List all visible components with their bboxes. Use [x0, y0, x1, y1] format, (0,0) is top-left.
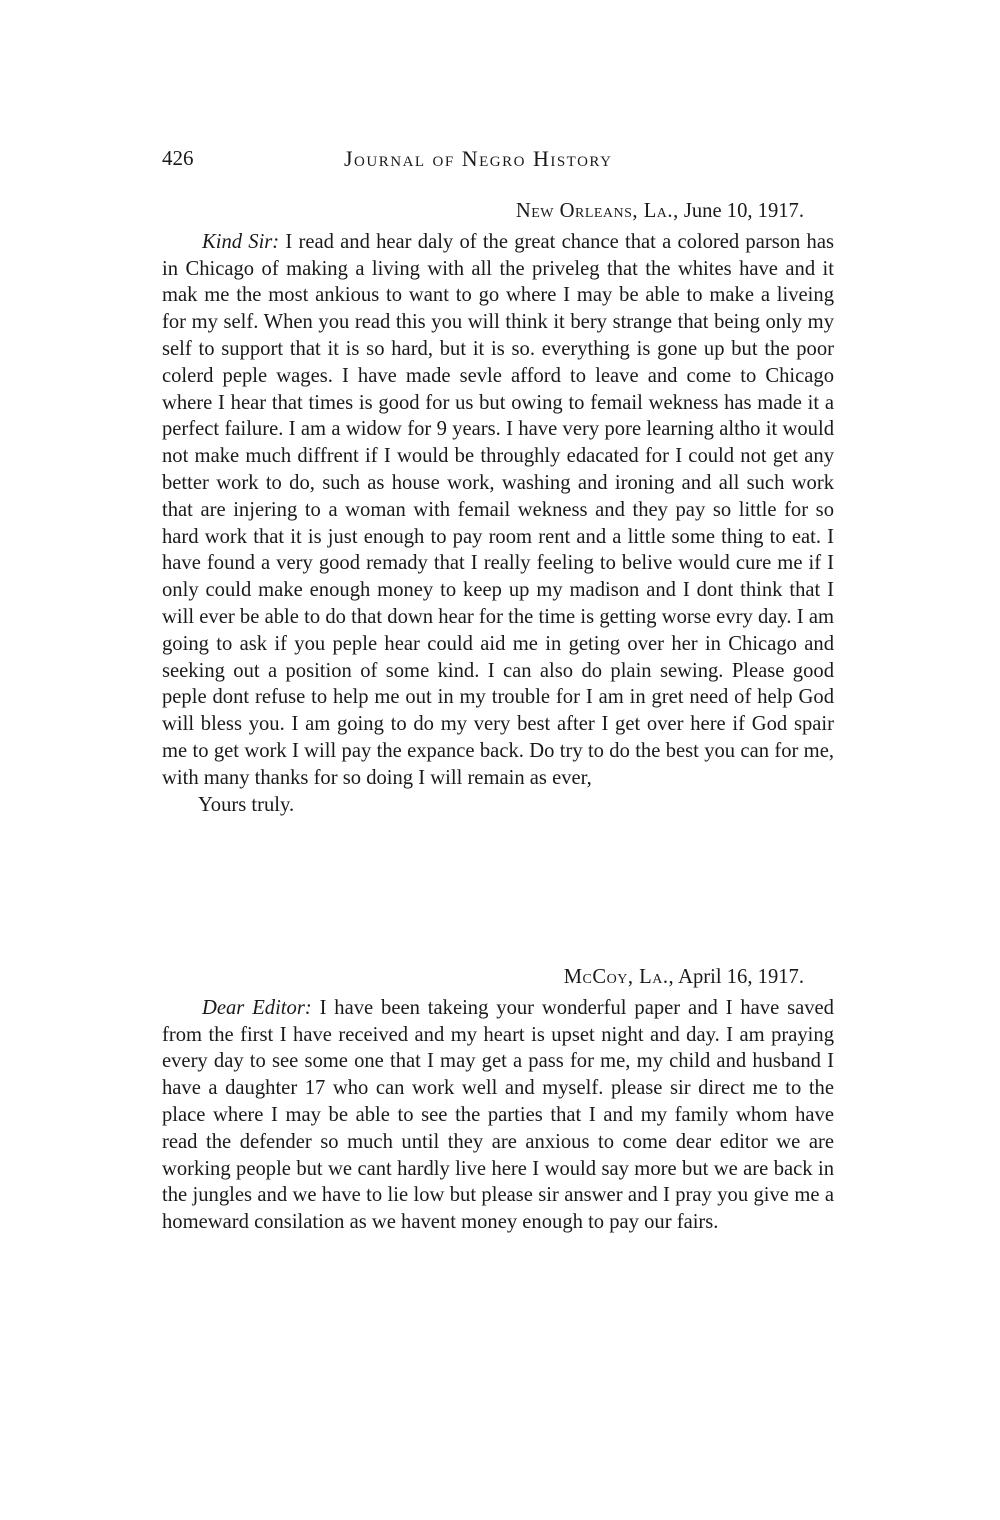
- letter-new-orleans: [162, 198, 834, 818]
- running-head: [162, 146, 834, 176]
- letter-body: I read and hear daly of the great chance that a colored parson has in Chicago of making a living with all the priveleg that the whites have and it mak me the most ankious to want to go where I may be able to make a liveing for my self. When you read this you will think it bery strange that being only my self to support that it is so hard, but it is so. everything is gone up but the poor colerd peple wages. I have made sevle afford to leave and come to Chicago where I hear that times is good for us but owing to femail wekness has made it a perfect failure. I am a widow for 9 years. I have very pore learning altho it would not make much diffrent if I would be throughly edacated for I could not get any better work to do, such as house work, washing and ironing and all such work that are injering to a woman with femail wekness and they pay so little for so hard work that it is just enough to pay room rent and a little some thing to eat. I have found a very good remady that I really feeling to belive would cure me if I only could make enough money to keep up my madison and I dont think that I will ever be able to do that down hear for the time is getting worse evry day. I am going to ask if you peple hear could aid me in geting over her in Chicago and seeking out a position of some kind. I can also do plain sewing. Please good peple dont refuse to help me out in my trouble for I am in gret need of help God will bless you. I am going to do my very best after I get over here if God spair me to get work I will pay the expance back. Do try to do the best you can for me, with many thanks for so doing I will remain as ever,: [162, 230, 834, 789]
- journal-title: Journal of Negro History: [344, 146, 613, 171]
- letter-mccoy: [162, 964, 834, 1236]
- letter-closing: Yours truly.: [198, 793, 295, 816]
- page-number: 426: [162, 146, 194, 170]
- letter-date: June 10, 1917.: [683, 200, 804, 222]
- letter-date: April 16, 1917.: [678, 966, 804, 988]
- letter-body-paragraph: [162, 995, 834, 1236]
- letter-salutation: Dear Editor:: [202, 996, 312, 1019]
- letter-body: I have been takeing your wonderful paper and I have saved from the first I have received and my heart is upset night and day. I am praying every day to see some one that I may get a pass for me, my child and husband I have a daughter 17 who can work well and myself. please sir direct me to the place where I may be able to see the parties that I and my family whom have read the defender so much until they are anxious to come dear editor we are working people but we cant hardly live here I would say more but we are back in the jungles and we have to lie low but please sir answer and I pray you give me a homeward consilation as we havent money enough to pay our fairs.: [162, 996, 834, 1234]
- letter-place: McCoy, La.,: [563, 966, 675, 988]
- letter-body-paragraph: [162, 229, 834, 792]
- letter-place: New Orleans, La.,: [515, 200, 679, 222]
- letter-dateline: [162, 198, 834, 225]
- letter-salutation: Kind Sir:: [202, 230, 280, 253]
- letter-dateline: [162, 964, 834, 991]
